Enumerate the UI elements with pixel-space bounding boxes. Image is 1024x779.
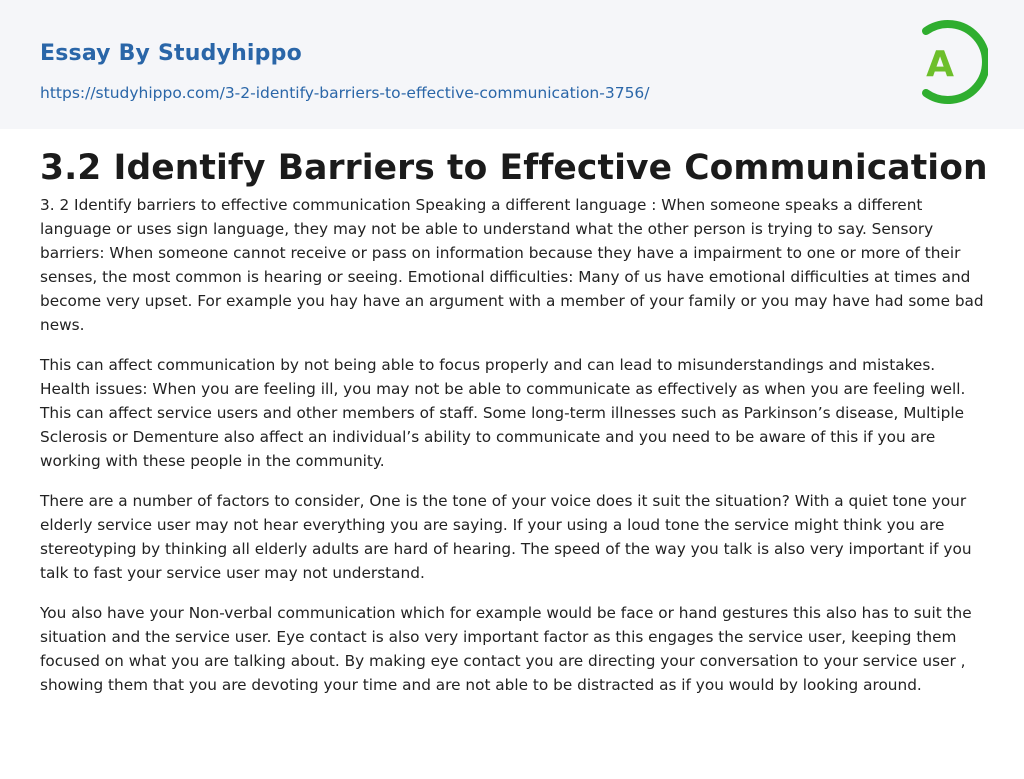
essay-paragraph-2: This can affect communication by not being able to focus properly and can lead to misunderstandings and mistakes. Health issues: When you are feeling ill, you may not be able to communicate as effectively as when you are feeling well. This can affect service users and other members of staff. Some long-term illnesses such as Parkinson’s disease, Multiple Sclerosis or Dementure also affect an individual’s ability to communicate and you need to be aware of this if you are working with these people in the community.	[40, 356, 966, 470]
essay-paragraph-4: You also have your Non-verbal communication which for example would be face or hand gestures this also has to suit the situation and the service user. Eye contact is also very important factor as this engages the service user, keeping them focused on what you are talking about. By making eye contact you are directing your conversation to your service user , showing them that you are devoting your time and are not able to be distracted as if you would by looking around.	[40, 604, 972, 694]
essay-paragraph-1: 3. 2 Identify barriers to effective communication Speaking a different language : When someone speaks a different language or uses sign language, they may not be able to understand what the other person is trying to say. Sensory barriers: When someone cannot receive or pass on information because they have a impairment to one or more of their senses, the most common is hearing or seeing. Emotional difficulties: Many of us have emotional difficulties at times and become very upset. For example you hay have an argument with a member of your family or you may have had some bad news.	[40, 196, 984, 334]
essay-content	[0, 129, 1024, 697]
essay-paragraph-3: There are a number of factors to consider, One is the tone of your voice does it suit the situation? With a quiet tone your elderly service user may not hear everything you are saying. If your using a loud tone the service might think you are stereotyping by thinking all elderly adults are hard of hearing. The speed of the way you talk is also very important if you talk to fast your service user may not understand.	[40, 492, 972, 582]
essay-url-link[interactable]: https://studyhippo.com/3-2-identify-barriers-to-effective-communication-3756/	[40, 84, 650, 102]
site-header	[0, 0, 1024, 129]
essay-title: 3.2 Identify Barriers to Effective Communication	[40, 148, 988, 188]
studyhippo-logo-icon[interactable]	[912, 18, 988, 106]
logo-letter: A	[926, 44, 954, 85]
brand-title[interactable]: Essay By Studyhippo	[40, 41, 302, 66]
